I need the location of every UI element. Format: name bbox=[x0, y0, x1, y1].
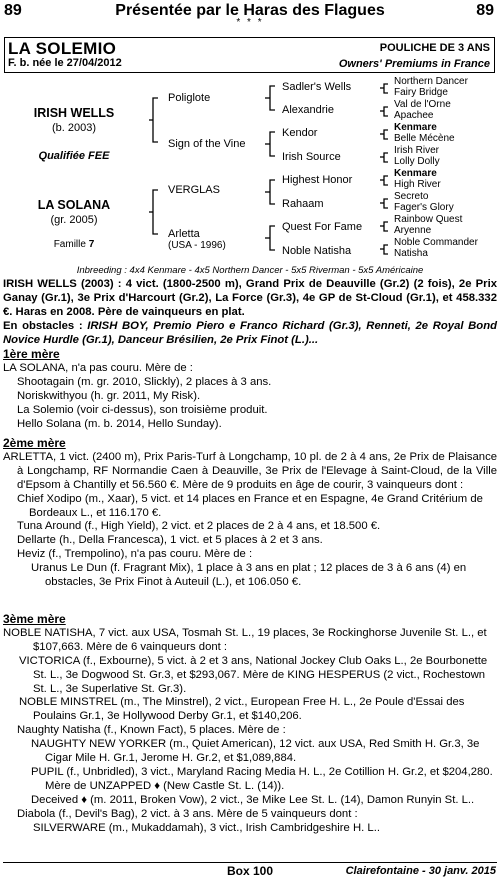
dam-info: (gr. 2005) bbox=[50, 214, 98, 226]
dam-line: ARLETTA, 1 vict. (2400 m), Prix Paris-Turf à Longchamp, 10 pl. de 2 à 4 ans, 2e Prix de Plaisance à Longchamp, RF Normandie Caen à Deauville, 3e Prix de l'Elevage à Saint-Cloud, de la Ville d'Epsom à Chantilly et 56.560 €. Mère de 9 produits en âge de courir, 3 vainqueurs dont : bbox=[3, 450, 497, 491]
sire-name: IRISH WELLS bbox=[33, 106, 115, 120]
gen2-sire-sire: Poliglote bbox=[168, 92, 211, 104]
page-number-right: 89 bbox=[476, 2, 494, 19]
third-dam-section bbox=[3, 613, 497, 836]
dam-line: LA SOLANA, n'a pas couru. Mère de : bbox=[3, 361, 193, 374]
sale-place-date: Clairefontaine - 30 janv. 2015 bbox=[345, 865, 496, 877]
sire-jumping: En obstacles : IRISH BOY, Premio Piero e Franco Richard (Gr.3), Renneti, 2e Royal Bond Novice Hurdle (Gr.1), Danceur Brésilien, 2e Prix Finot (L.)... bbox=[3, 319, 497, 346]
sire-summary bbox=[3, 278, 497, 348]
grand-produce-line: PUPIL (f., Unbridled), 3 vict., Maryland Racing Media H. L., 2e Cotillion H. Gr.2, et $204,280. Mère de UNZAPPED ♦ (New Castle St. L. (14)). bbox=[31, 765, 493, 792]
horse-title-box bbox=[4, 37, 495, 73]
gen4-item: Val de l'Orne bbox=[394, 99, 451, 110]
produce-line: Shootagain (m. gr. 2010, Slickly), 2 places à 3 ans. bbox=[17, 375, 272, 388]
sire-performance: IRISH WELLS (2003) : 4 vict. (1800-2500 m), Grand Prix de Deauville (Gr.2) (2 fois), 2e Prix Ganay (Gr.1), 3e Prix d'Harcourt (Gr.2), La Force (Gr.3), 4e GP de St-Cloud (Gr.1), et 458.332 €. Haras en 2008. Père de vainqueurs en plat. bbox=[3, 278, 497, 318]
gen3-item: Rahaam bbox=[282, 198, 324, 210]
gen3-item: Irish Source bbox=[282, 151, 341, 163]
gen4-item: Fairy Bridge bbox=[394, 87, 448, 98]
produce-line: NOBLE MINSTREL (m., The Minstrel), 2 vict., European Free H. L., 2e Poule d'Essai des Poulains Gr.1, 3e Hollywood Derby Gr.1, et $140,206. bbox=[19, 696, 465, 723]
grand-produce-line: Deceived ♦ (m. 2011, Broken Vow), 2 vict., 3e Mike Lee St. L. (14), Damon Runyin St. L.. bbox=[31, 793, 475, 806]
gen4-item: Noble Commander bbox=[394, 237, 478, 248]
produce-line: Tuna Around (f., High Yield), 2 vict. et 2 places de 2 à 4 ans, et 18.500 €. bbox=[17, 520, 381, 533]
owner-premiums: Owners' Premiums in France bbox=[338, 58, 490, 70]
produce-line: Naughty Natisha (f., Known Fact), 5 places. Mère de : bbox=[17, 724, 286, 737]
section-heading: 1ère mère bbox=[3, 347, 60, 361]
produce-line: La Solemio (voir ci-dessus), son troisième produit. bbox=[17, 403, 268, 416]
gen4-item: Kenmare bbox=[394, 122, 437, 133]
page-header bbox=[0, 2, 500, 18]
gen2-dam-sire: VERGLAS bbox=[168, 184, 220, 196]
gen4-item: Secreto bbox=[394, 191, 429, 202]
page-title: Présentée par le Haras des Flagues bbox=[115, 2, 385, 19]
produce-line: Hello Solana (m. b. 2014, Hello Sunday). bbox=[17, 417, 222, 430]
gen3-item: Noble Natisha bbox=[282, 245, 352, 257]
gen3-item: Sadler's Wells bbox=[282, 81, 352, 93]
gen3-item: Alexandrie bbox=[282, 104, 334, 116]
produce-line: Dellarte (h., Della Francesca), 1 vict. et 5 places à 2 et 3 ans. bbox=[17, 534, 323, 547]
gen2-sire-dam: Sign of the Vine bbox=[168, 138, 246, 150]
horse-category: POULICHE DE 3 ANS bbox=[379, 42, 490, 54]
gen2-dam-dam-info: (USA - 1996) bbox=[168, 240, 226, 251]
horse-name: LA SOLEMIO bbox=[8, 39, 117, 58]
gen4-item: Northern Dancer bbox=[394, 76, 468, 87]
grand-produce-line: Uranus Le Dun (f. Fragrant Mix), 1 place à 3 ans en plat ; 12 places de 3 à 6 ans (4) en obstacles, 3e Prix Finot à Auteuil (L.), et 106.050 €. bbox=[31, 562, 467, 589]
gen4-item: Rainbow Quest bbox=[394, 214, 463, 225]
box-number: Box 100 bbox=[226, 864, 274, 878]
dam-line: NOBLE NATISHA, 7 vict. aux USA, Tosmah St. L., 19 places, 3e Rockinghorse Juvenile St. L., et $107,663. Mère de 6 vainqueurs dont : bbox=[3, 626, 487, 653]
gen4-item: Natisha bbox=[394, 248, 428, 259]
gen4-item: Lolly Dolly bbox=[394, 156, 440, 167]
gen4-item: Kenmare bbox=[394, 168, 437, 179]
produce-line: Noriskwithyou (h. gr. 2011, My Risk). bbox=[17, 389, 201, 402]
grand-produce-line: NAUGHTY NEW YORKER (m., Quiet American), 12 vict. aux USA, Red Smith H. Gr.3, 3e Cigar Mile H. Gr.1, Jerome H. Gr.2, et $1,089,884. bbox=[31, 738, 480, 765]
produce-line: VICTORICA (f., Exbourne), 5 vict. à 2 et 3 ans, National Jockey Club Oaks L., 2e Bourbonette St. L., 3e Dogwood St. Gr.3, et $293,067. Mère de KING HESPERUS (2 vict., Rochestown St. L., 3e Superlative St. Gr.3). bbox=[19, 654, 488, 695]
gen3-item: Quest For Fame bbox=[282, 221, 363, 233]
gen4-item: Fager's Glory bbox=[394, 202, 454, 213]
footer-divider bbox=[3, 862, 497, 863]
gen4-item: High River bbox=[394, 179, 441, 190]
gen4-item: Aryenne bbox=[394, 225, 432, 236]
page-number-left: 89 bbox=[4, 2, 22, 19]
produce-line: Diabola (f., Devil's Bag), 2 vict. à 3 ans. Mère de 5 vainqueurs dont : bbox=[17, 807, 358, 820]
page-footer bbox=[0, 864, 500, 878]
sire-qualification: Qualifiée FEE bbox=[38, 150, 110, 162]
section-heading: 2ème mère bbox=[3, 436, 66, 450]
gen4-item: Apachee bbox=[394, 110, 434, 121]
gen3-item: Kendor bbox=[282, 127, 318, 139]
dam-name: LA SOLANA bbox=[37, 198, 111, 212]
horse-birth: F. b. née le 27/04/2012 bbox=[8, 57, 122, 69]
produce-line: Heviz (f., Trempolino), n'a pas couru. Mère de : bbox=[17, 548, 253, 561]
second-dam-section bbox=[3, 437, 497, 590]
inbreeding-line: Inbreeding : 4x4 Kenmare - 4x5 Northern Dancer - 5x5 Riverman - 5x5 Américaine bbox=[76, 265, 424, 276]
dam-family: Famille 7 bbox=[53, 239, 95, 250]
sire-info: (b. 2003) bbox=[51, 122, 97, 134]
first-dam-section bbox=[3, 348, 497, 431]
produce-line: Chief Xodipo (m., Xaar), 5 vict. et 14 places en France et en Espagne, 4e Grand Critérium de Bordeaux L., et 116.170 €. bbox=[17, 492, 483, 519]
gen4-item: Belle Mécène bbox=[394, 133, 455, 144]
gen4-item: Irish River bbox=[394, 145, 440, 156]
section-heading: 3ème mère bbox=[3, 612, 66, 626]
grand-produce-line: SILVERWARE (m., Mukaddamah), 3 vict., Irish Cambridgeshire H. L.. bbox=[33, 821, 380, 834]
gen2-dam-dam: Arletta bbox=[168, 228, 200, 240]
gen3-item: Highest Honor bbox=[282, 174, 353, 186]
header-stars: * * * bbox=[236, 17, 264, 28]
pedigree-chart bbox=[0, 74, 500, 274]
